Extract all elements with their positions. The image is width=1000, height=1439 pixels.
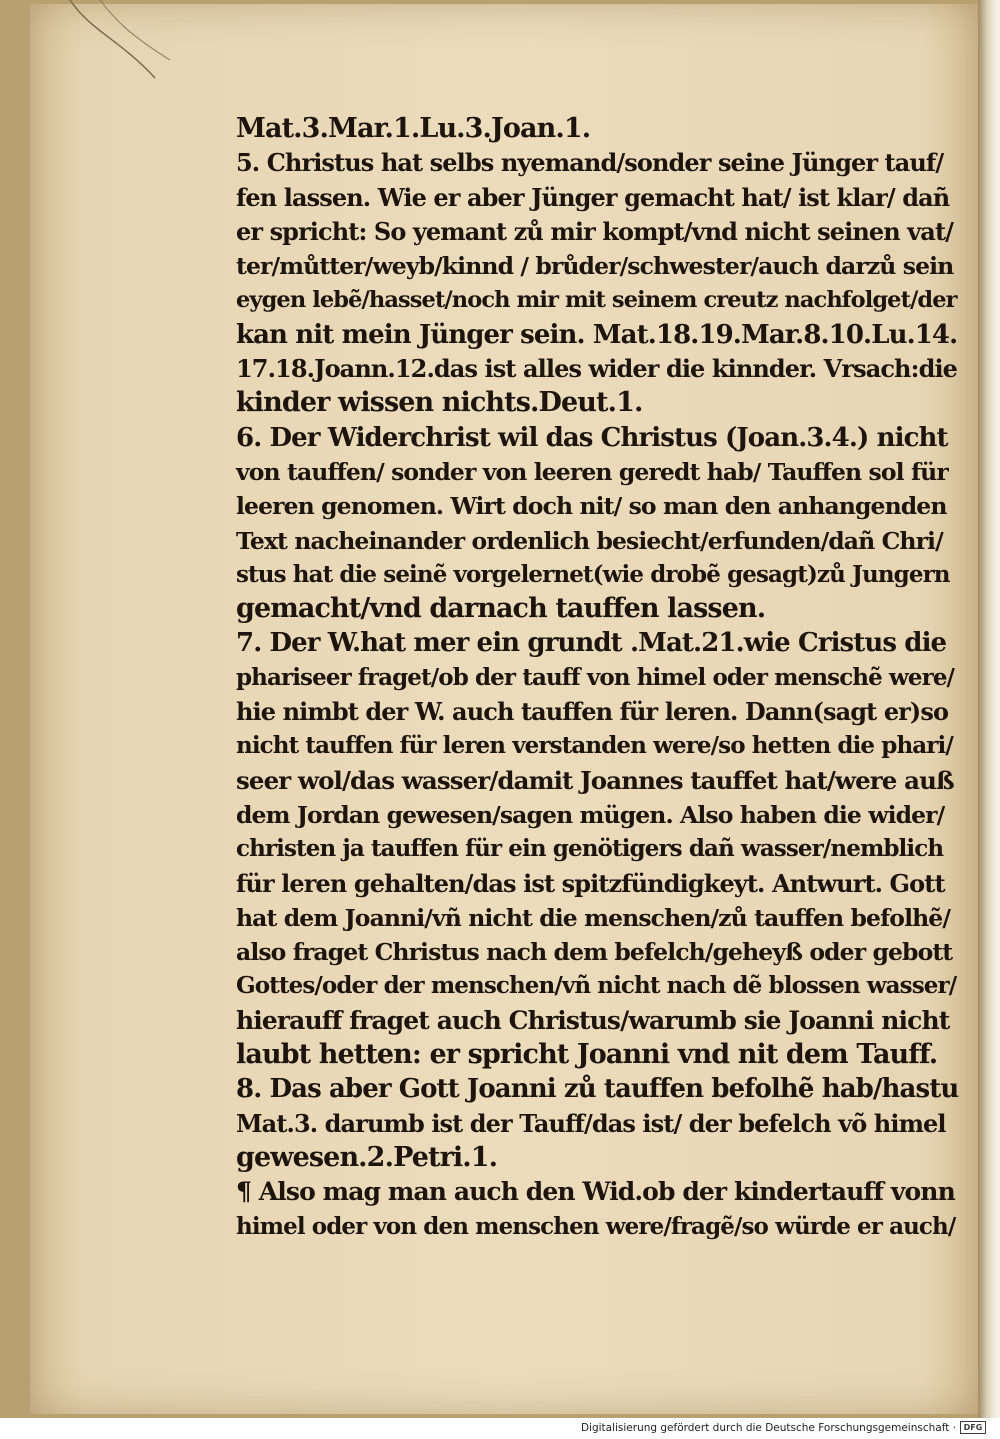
page-edge <box>978 0 1000 1418</box>
text-line: Mat.3. darumb ist der Tauff/das ist/ der befelch võ himel <box>236 1108 946 1138</box>
text-line: kinder wissen nichts.Deut.1. <box>236 387 643 419</box>
text-line: kan nit mein Jünger sein. Mat.18.19.Mar.8.10.Lu.14. <box>236 319 958 350</box>
text-line: hie nimbt der W. auch tauffen für leren. Dann(sagt er)so <box>236 697 949 727</box>
text-line: gewesen.2.Petri.1. <box>236 1141 498 1173</box>
dfg-logo: DFG <box>960 1421 986 1434</box>
text-line: 17.18.Joann.12.das ist alles wider die kinnder. Vrsach:die <box>236 354 958 384</box>
text-line: eygen lebẽ/hasset/noch mir mit seinem creutz nachfolget/der <box>236 287 957 314</box>
text-line: Text nacheinander ordenlich besiecht/erfunden/dañ Chri/ <box>236 526 943 555</box>
text-line: Mat.3.Mar.1.Lu.3.Joan.1. <box>236 113 591 144</box>
text-line: dem Jordan gewesen/sagen mügen. Also haben die wider/ <box>236 800 945 829</box>
text-line: 7. Der W.hat mer ein grundt .Mat.21.wie Cristus die <box>236 628 947 659</box>
body-text <box>236 112 958 1244</box>
text-line: seer wol/das wasser/damit Joannes tauffet hat/were auß <box>236 765 954 795</box>
text-line: himel oder von den menschen were/fragẽ/so würde er auch/ <box>236 1212 956 1240</box>
text-line: von tauffen/ sonder von leeren geredt hab/ Tauffen sol für <box>236 457 948 486</box>
funding-note: Digitalisierung gefördert durch die Deutsche Forschungsgemeinschaft · <box>580 1422 956 1434</box>
text-line: leeren genomen. Wirt doch nit/ so man den anhangenden <box>236 492 947 521</box>
text-line: 5. Christus hat selbs nyemand/sonder seine Jünger tauf/ <box>236 148 944 178</box>
text-line: stus hat die seinẽ vorgelernet(wie drobẽ gesagt)zů Jungern <box>236 560 950 588</box>
binding-string <box>60 0 180 80</box>
text-line: gemacht/vnd darnach tauffen lassen. <box>236 593 766 625</box>
text-line: Gottes/oder der menschen/vñ nicht nach dẽ blossen wasser/ <box>236 972 957 1000</box>
text-line: 6. Der Widerchrist wil das Christus (Joan.3.4.) nicht <box>236 422 948 453</box>
text-line: fen lassen. Wie er aber Jünger gemacht hat/ ist klar/ dañ <box>236 182 950 212</box>
text-line: hat dem Joanni/vñ nicht die menschen/zů tauffen befolhẽ/ <box>236 903 951 932</box>
text-line: nicht tauffen für leren verstanden were/so hetten die phari/ <box>236 732 953 760</box>
text-line: 8. Das aber Gott Joanni zů tauffen befolhẽ hab/hastu <box>236 1074 959 1105</box>
text-line: ter/můtter/weyb/kinnd / brůder/schwester/auch darzů sein <box>236 252 954 281</box>
text-line: phariseer fraget/ob der tauff von himel oder menschẽ were/ <box>236 663 955 691</box>
text-line: er spricht: So yemant zů mir kompt/vnd nicht seinen vat/ <box>236 216 954 246</box>
text-line: also fraget Christus nach dem befelch/geheyß oder gebott <box>236 938 953 967</box>
text-line: christen ja tauffen für ein genötigers dañ wasser/nemblich <box>236 835 944 863</box>
text-line: für leren gehalten/das ist spitzfündigkeyt. Antwurt. Gott <box>236 868 945 898</box>
text-line: laubt hetten: er spricht Joanni vnd nit dem Tauff. <box>236 1039 938 1071</box>
text-line: hierauff fraget auch Christus/warumb sie Joanni nicht <box>236 1005 950 1035</box>
text-line: ¶ Also mag man auch den Wid.ob der kindertauff vonn <box>236 1177 955 1207</box>
